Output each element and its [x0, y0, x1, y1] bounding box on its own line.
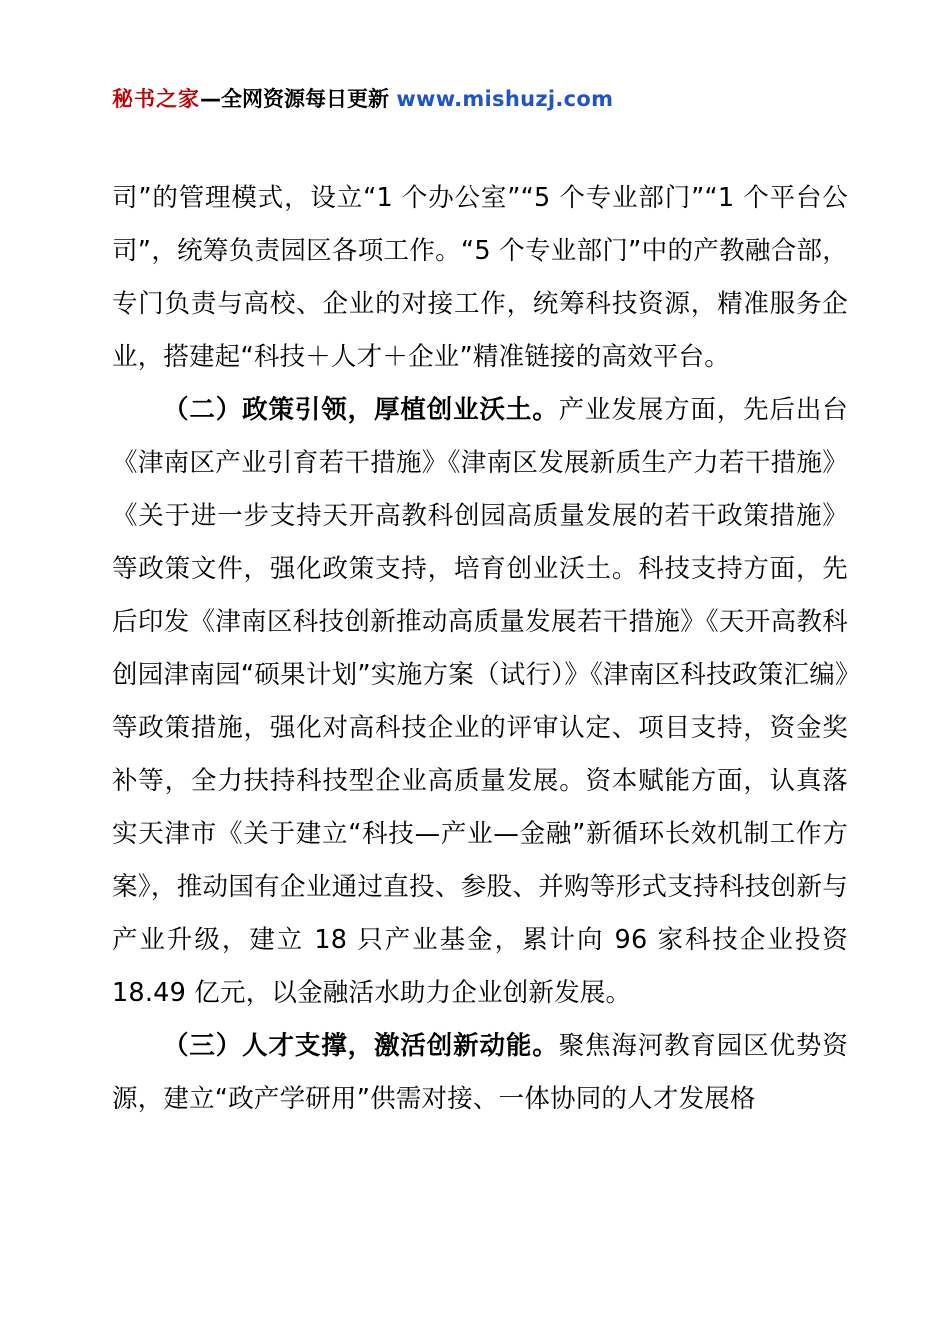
site-url-link[interactable]: www.mishuzj.com: [396, 87, 614, 111]
document-body: [112, 172, 848, 1126]
paragraph-2-heading: （二）政策引领，厚植创业沃土。: [163, 395, 559, 426]
paragraph-2-text: 产业发展方面，先后出台《津南区产业引育若干措施》《津南区发展新质生产力若干措施》《关于进一步支持天开高教科创园高质量发展的若干政策措施》等政策文件，强化政策支持，培育创业沃土。科技支持方面，先后印发《津南区科技创新推动高质量发展若干措施》《天开高教科创园津南园“硕果计划”实施方案（试行）》《津南区科技政策汇编》等政策措施，强化对高科技企业的评审认定、项目支持，资金奖补等，全力扶持科技型企业高质量发展。资本赋能方面，认真落实天津市《关于建立“科技—产业—金融”新循环长效机制工作方案》，推动国有企业通过直投、参股、并购等形式支持科技创新与产业升级，建立 18 只产业基金，累计向 96 家科技企业投资 18.49 亿元，以金融活水助力企业创新发展。: [112, 395, 848, 1009]
site-watermark-header: [112, 85, 848, 114]
paragraph-3: [112, 1020, 848, 1126]
paragraph-1-text: 司”的管理模式，设立“1 个办公室”“5 个专业部门”“1 个平台公司”，统筹负责园区各项工作。“5 个专业部门”中的产教融合部，专门负责与高校、企业的对接工作，统筹科技资源，精准服务企业，搭建起“科技＋人才＋企业”精准链接的高效平台。: [112, 183, 848, 373]
page-content: [112, 0, 848, 1126]
paragraph-1: [112, 172, 848, 384]
site-brand-tagline: —全网资源每日更新: [200, 87, 397, 111]
site-brand-name: 秘书之家: [112, 87, 200, 111]
paragraph-3-heading: （三）人才支撑，激活创新动能。: [163, 1031, 559, 1062]
paragraph-3-text: 聚焦海河教育园区优势资源，建立“政产学研用”供需对接、一体协同的人才发展格: [112, 1031, 848, 1115]
paragraph-2: [112, 384, 848, 1020]
